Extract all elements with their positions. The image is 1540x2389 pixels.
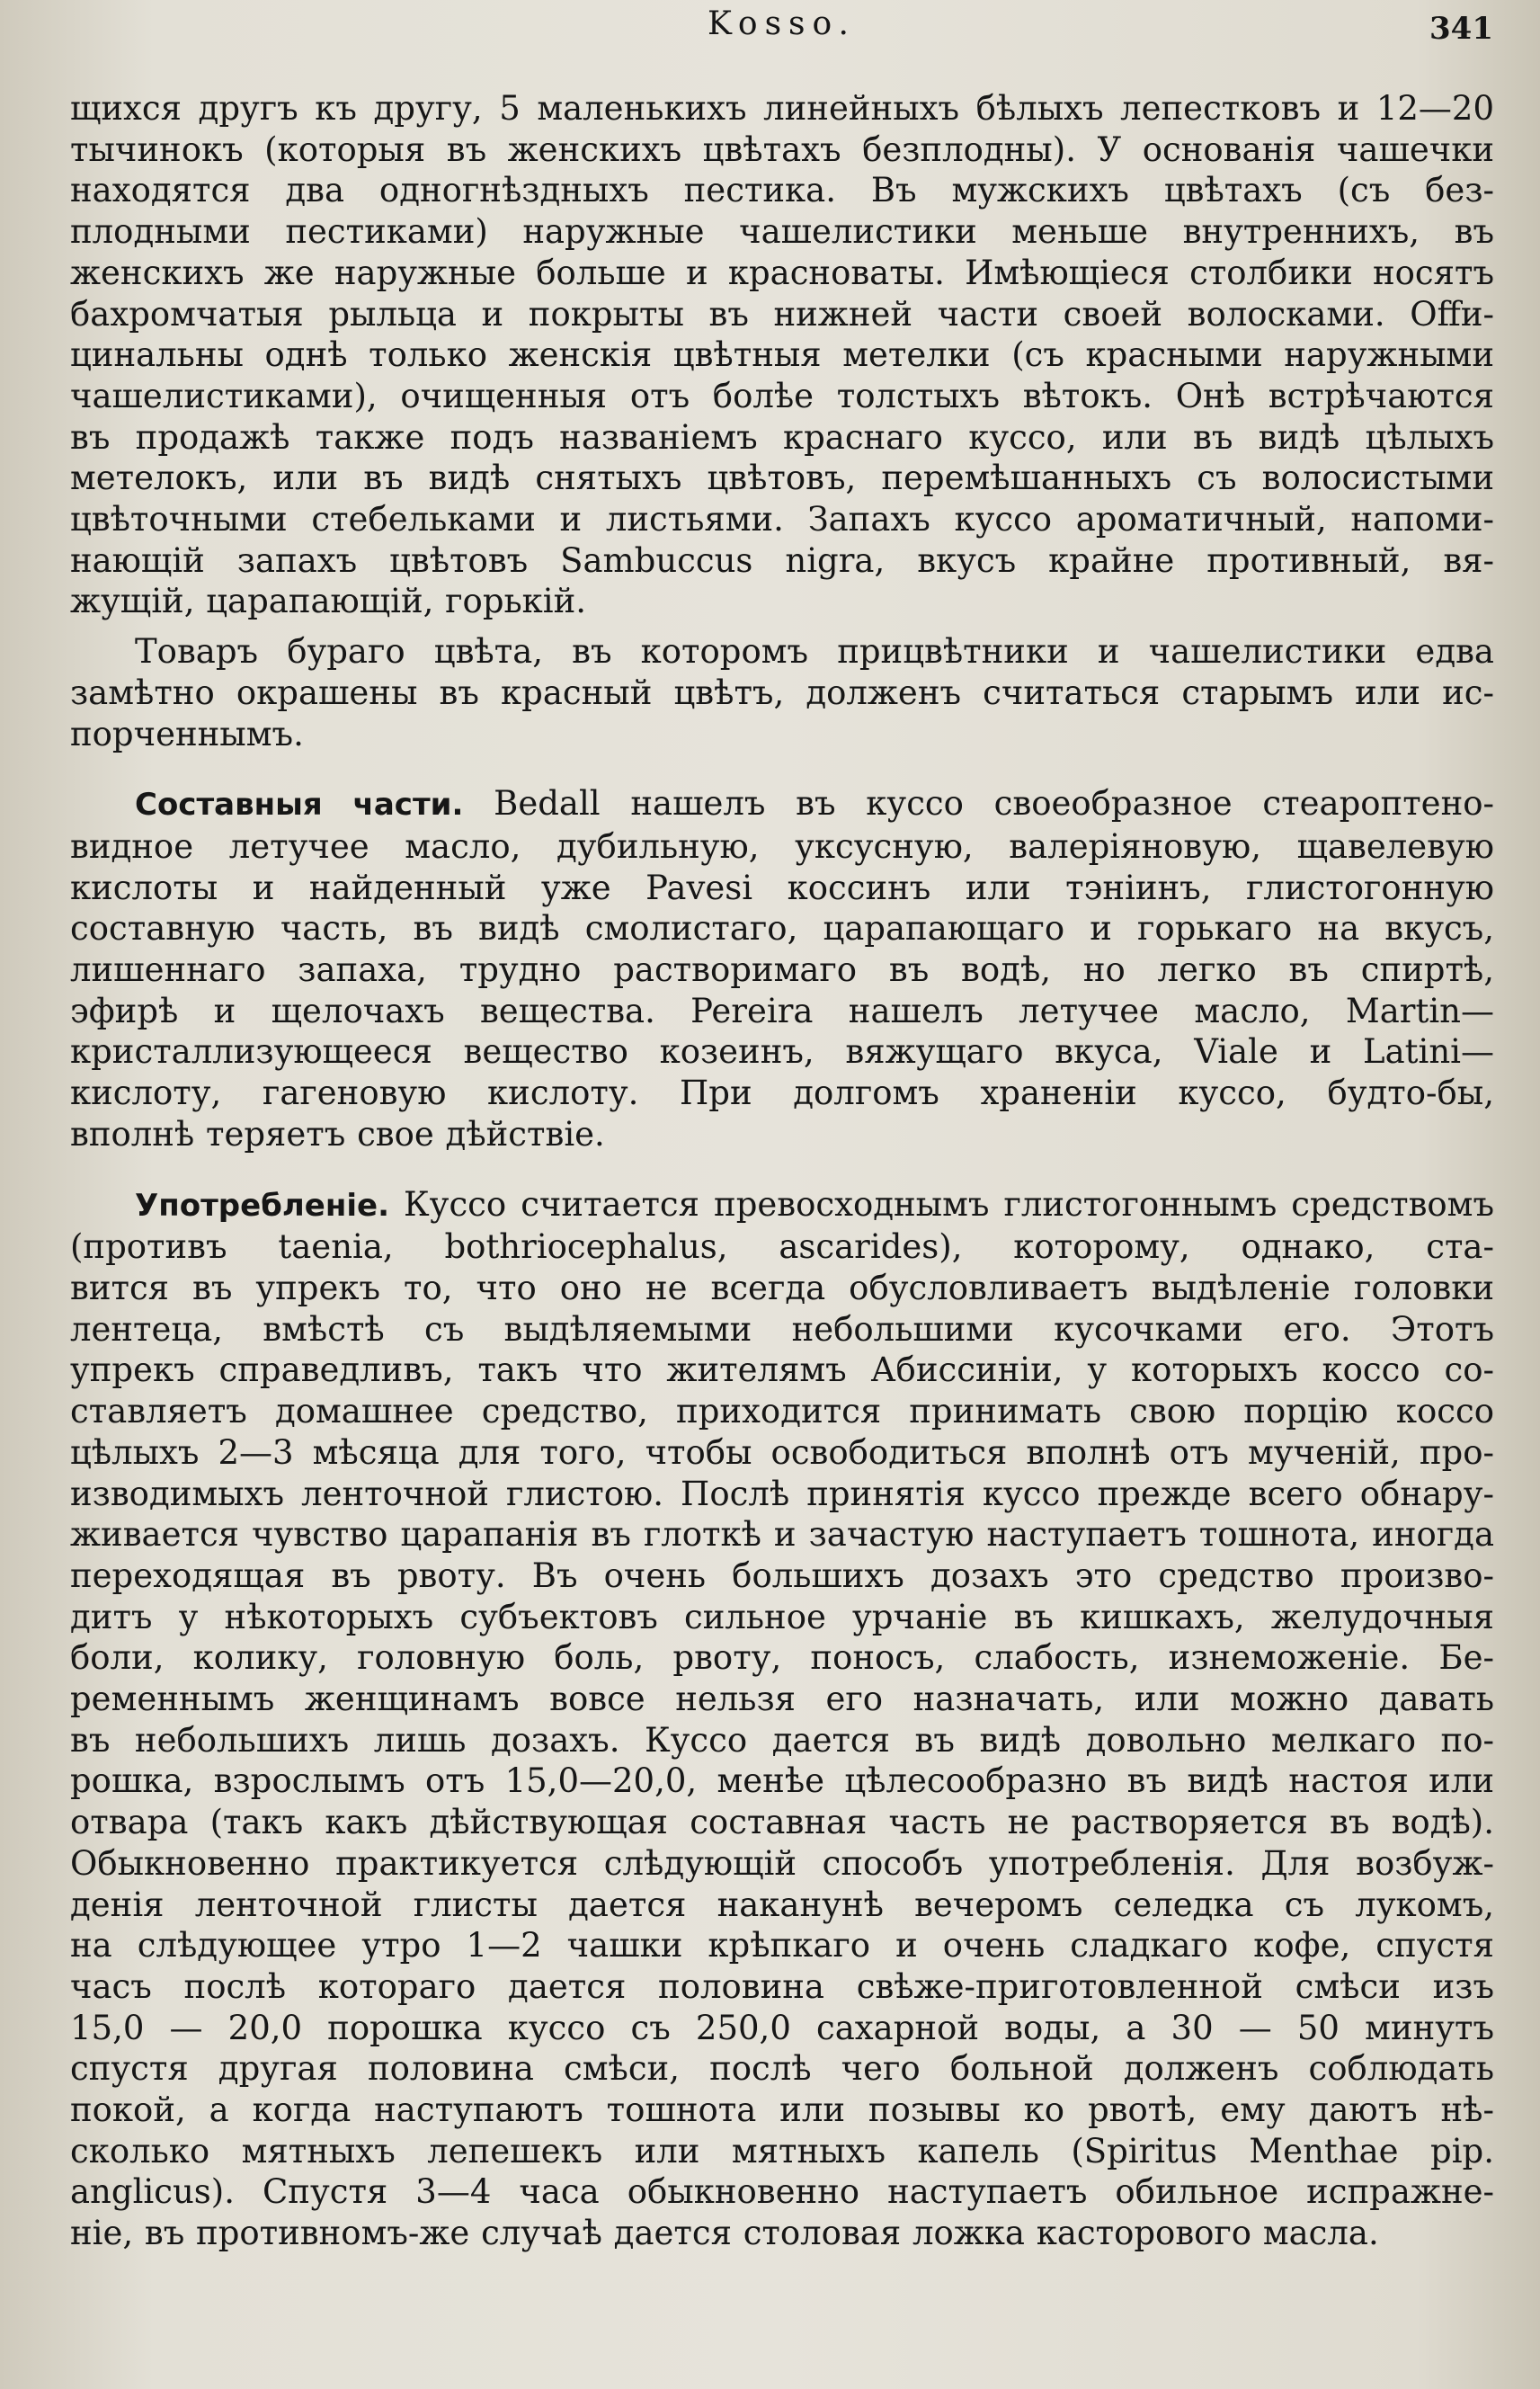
text-line — [70, 783, 1494, 826]
text-line: Обыкновенно практикуется слѣдующій способъ употребленія. Для возбуж- — [70, 1843, 1494, 1883]
text-run: Bedall нашелъ въ куссо своеобразное стеароптено- — [463, 784, 1495, 824]
section-constituents — [70, 783, 1494, 1154]
text-line: цѣлыхъ 2—3 мѣсяца для того, чтобы освободиться вполнѣ отъ мученій, про- — [70, 1432, 1494, 1472]
text-line: женскихъ же наружные больше и красноваты. Имѣющіеся столбики носятъ — [70, 253, 1494, 292]
text-line: въ небольшихъ лишь дозахъ. Куссо дается въ видѣ довольно мелкаго по- — [70, 1720, 1494, 1760]
text-line: переходящая въ рвоту. Въ очень большихъ дозахъ это средство произво- — [70, 1556, 1494, 1595]
paragraph-spoiled-goods — [70, 631, 1494, 754]
text-line: ременнымъ женщинамъ вовсе нельзя его назначать, или можно давать — [70, 1680, 1494, 1719]
paragraph-description — [70, 88, 1494, 622]
text-line: цинальны однѣ только женскія цвѣтныя метелки (съ красными наружными — [70, 335, 1494, 375]
section-usage — [70, 1184, 1494, 2254]
text-line: въ продажѣ также подъ названіемъ краснаго куссо, или въ видѣ цѣлыхъ — [70, 417, 1494, 457]
text-line: покой, а когда наступаютъ тошнота или позывы ко рвотѣ, ему даютъ нѣ- — [70, 2090, 1494, 2130]
running-title: Kosso. — [707, 5, 857, 42]
text-line: вполнѣ теряетъ свое дѣйствіе. — [70, 1114, 605, 1154]
text-line: живается чувство царапанія въ глоткѣ и зачастую наступаетъ тошнота, иногда — [70, 1515, 1494, 1555]
text-line: эфирѣ и щелочахъ вещества. Pereira нашелъ летучее масло, Martin— — [70, 991, 1494, 1030]
page-number: 341 — [1429, 11, 1493, 47]
text-line: (противъ taenia, bothriocephalus, ascarides), которому, однако, ста- — [70, 1227, 1494, 1267]
text-line: 15,0 — 20,0 порошка куссо съ 250,0 сахарной воды, а 30 — 50 минутъ — [70, 2008, 1494, 2047]
text-line: упрекъ справедливъ, такъ что жителямъ Абиссиніи, у которыхъ коссо со- — [70, 1350, 1494, 1390]
text-line: цвѣточными стебельками и листьями. Запахъ куссо ароматичный, напоми- — [70, 500, 1494, 539]
text-line: замѣтно окрашены въ красный цвѣтъ, долженъ считаться старымъ или ис- — [70, 673, 1494, 712]
text-line: нающій запахъ цвѣтовъ Sambuccus nigra, вкусъ крайне противный, вя- — [70, 540, 1494, 580]
text-line: жущій, царапающій, горькій. — [70, 582, 587, 621]
text-line: лишеннаго запаха, трудно растворимаго въ водѣ, но легко въ спиртѣ, — [70, 950, 1494, 990]
text-line: бахромчатыя рыльца и покрыты въ нижней части своей волосками. Offи- — [70, 294, 1494, 334]
text-line: тычинокъ (которыя въ женскихъ цвѣтахъ безплодны). У основанія чашечки — [70, 129, 1494, 169]
text-line: щихся другъ къ другу, 5 маленькихъ линейныхъ бѣлыхъ лепестковъ и 12—20 — [70, 89, 1494, 128]
text-line: денія ленточной глисты дается наканунѣ вечеромъ селедка съ лукомъ, — [70, 1885, 1494, 1924]
text-line: часъ послѣ котораго дается половина свѣже-приготовленной смѣси изъ — [70, 1966, 1494, 2006]
text-line: anglicus). Спустя 3—4 часа обыкновенно наступаетъ обильное испражне- — [70, 2172, 1494, 2212]
text-line: находятся два одногнѣздныхъ пестика. Въ мужскихъ цвѣтахъ (съ без- — [70, 171, 1494, 210]
text-line: ніе, въ противномъ-же случаѣ дается столовая ложка касторового масла. — [70, 2214, 1379, 2253]
text-line: ставляетъ домашнее средство, приходится принимать свою порцію коссо — [70, 1392, 1494, 1431]
text-line: вится въ упрекъ то, что оно не всегда обусловливаетъ выдѣленіе головки — [70, 1268, 1494, 1307]
page-header — [70, 5, 1493, 50]
text-line: спустя другая половина смѣси, послѣ чего больной долженъ соблюдать — [70, 2049, 1494, 2089]
text-line: кислоту, гагеновую кислоту. При долгомъ храненіи куссо, будто-бы, — [70, 1074, 1494, 1113]
text-line: видное летучее масло, дубильную, уксусную, валеріяновую, щавелевую — [70, 826, 1494, 866]
text-line: составную часть, въ видѣ смолистаго, царапающаго и горькаго на вкусъ, — [70, 909, 1494, 949]
text-line — [70, 1184, 1494, 1227]
text-line: сколько мятныхъ лепешекъ или мятныхъ капель (Spiritus Menthae pip. — [70, 2131, 1494, 2171]
text-line: чашелистиками), очищенныя отъ болѣе толстыхъ вѣтокъ. Онѣ встрѣчаются — [70, 376, 1494, 415]
text-line: изводимыхъ ленточной глистою. Послѣ принятія куссо прежде всего обнару- — [70, 1474, 1494, 1513]
text-line: плодными пестиками) наружные чашелистики меньше внутреннихъ, въ — [70, 212, 1494, 252]
text-line: на слѣдующее утро 1—2 чашки крѣпкаго и очень сладкаго кофе, спустя — [70, 1926, 1494, 1966]
text-line: кислоты и найденный уже Pavesi коссинъ или тэніинъ, глистогонную — [70, 868, 1494, 907]
text-line: боли, колику, головную боль, рвоту, поносъ, слабость, изнеможеніе. Бе- — [70, 1638, 1494, 1678]
text-line: порченнымъ. — [70, 714, 304, 753]
body-text — [70, 88, 1494, 2254]
text-line: отвара (такъ какъ дѣйствующая составная часть не растворяется въ водѣ). — [70, 1803, 1494, 1842]
text-line: дитъ у нѣкоторыхъ субъектовъ сильное урчаніе въ кишкахъ, желудочныя — [70, 1597, 1494, 1636]
text-line: кристаллизующееся вещество козеинъ, вяжущаго вкуса, Viale и Latini— — [70, 1032, 1494, 1072]
text-line: метелокъ, или въ видѣ снятыхъ цвѣтовъ, перемѣшанныхъ съ волосистыми — [70, 459, 1494, 498]
text-line: рошка, взрослымъ отъ 15,0—20,0, менѣе цѣлесообразно въ видѣ настоя или — [70, 1761, 1494, 1801]
text-line: Товаръ бураго цвѣта, въ которомъ прицвѣтники и чашелистики едва — [135, 632, 1494, 672]
section-heading: Составныя части. — [135, 787, 464, 824]
text-line: лентеца, вмѣстѣ съ выдѣляемыми небольшими кусочками его. Этотъ — [70, 1309, 1494, 1349]
text-run: Куссо считается превосходнымъ глистогоннымъ средствомъ — [389, 1184, 1494, 1224]
section-heading: Употребленіе. — [135, 1187, 389, 1224]
